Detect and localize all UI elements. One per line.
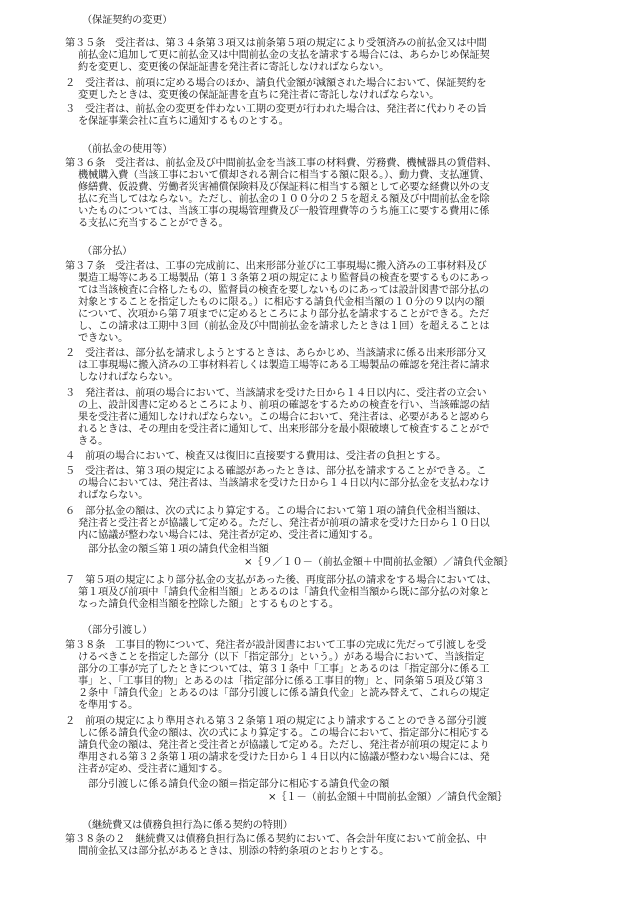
text-line: 部分引渡しに係る請負代金の額＝指定部分に相応する請負代金の額	[88, 779, 390, 790]
text-line: 果を受注者に通知しなければならない。この場合において、発注者は、必要があると認めら	[78, 412, 490, 423]
text-line: の上、設計図書に定めるところにより、前項の確認をするための検査を行い、当該確認の結	[78, 400, 490, 411]
text-line: ればならない。	[78, 490, 149, 501]
text-line: れるときは、その理由を受注者に通知して、出来形部分を最小限破壊して検査することがで	[78, 424, 490, 435]
text-line: ４ 前項の場合において、検査又は復旧に直接要する費用は、受注者の負担とする。	[65, 451, 447, 462]
text-line: （部分払）	[82, 246, 133, 257]
text-line: 準用される第３２条第１項の請求を受けた日から１４日以内に協議が整わない場合には、発	[78, 752, 490, 763]
text-line: ６ 部分払金の額は、次の式により算定する。この場合において第１項の請負代金相当額は、	[65, 506, 487, 517]
text-line: （前払金の使用等）	[82, 144, 173, 155]
text-line: ２条中「請負代金」とあるのは「部分引渡しに係る請負代金」と読み替えて、これらの規定	[78, 688, 490, 699]
text-line: しなければならない。	[78, 372, 179, 383]
text-line: しに係る請負代金の額は、次の式により算定する。この場合において、指定部分に相応する	[78, 728, 490, 739]
text-line: 第３６条 受注者は、前払金及び中間前払金を当該工事の材料費、労務費、機械器具の賃借料、	[65, 158, 497, 169]
text-line: の場合においては、発注者は、当該請求を受けた日から１４日以内に部分払金を支払わなけ	[78, 478, 490, 489]
text-line: 発注者と受注者とが協議して定める。ただし、発注者が前項の請求を受けた日から１０日以	[78, 518, 490, 529]
text-line: 請負代金の額は、発注者と受注者とが協議して定める。ただし、発注者が前項の規定により	[78, 740, 490, 751]
text-line: 内に協議が整わない場合には、発注者が定め、受注者に通知する。	[78, 530, 379, 541]
text-line: し、この請求は工期中３回（前払金及び中間前払金を請求したときは１回）を超えることは	[78, 321, 490, 332]
text-line: ては当該検査に合格したもの、監督員の検査を要しないものにあっては設計図書で部分払の	[78, 285, 490, 296]
text-line: きる。	[78, 436, 109, 447]
text-line: ２ 受注者は、前項に定める場合のほか、請負代金額が減額された場合において、保証契約を	[65, 78, 487, 89]
text-line: 前払金に追加して更に前払金又は中間前払金の支払を請求する場合には、あらかじめ保証契	[78, 50, 490, 61]
text-line: 第３８条の２ 継続費又は債務負担行為に係る契約において、各会計年度において前金払、中	[65, 834, 487, 845]
text-line: ２ 前項の規定により準用される第３２条第１項の規定により請求することのできる部分引渡	[65, 716, 487, 727]
text-line: ×｛１－（前払金額＋中間前払金額）／請負代金額｝	[268, 792, 508, 803]
text-line: について、次項から第７項までに定めるところにより部分払を請求することができる。ただ	[78, 309, 490, 320]
text-line: なった請負代金相当額を控除した額」とするものとする。	[78, 599, 339, 610]
text-line: ３ 受注者は、前払金の変更を伴わない工期の変更が行われた場合は、発注者に代わりその旨	[65, 104, 487, 115]
text-line: る支払に充当することができる。	[78, 218, 229, 229]
text-line: できない。	[78, 333, 129, 344]
text-line: （継続費又は債務負担行為に係る契約の特則）	[82, 820, 293, 831]
text-line: を保証事業会社に直ちに通知するものとする。	[78, 116, 289, 127]
text-line: 払に充当してはならない。ただし、前払金の１００分の２５を超える額及び中間前払金を除	[78, 194, 490, 205]
text-line: いたものについては、当該工事の現場管理費及び一般管理費等のうち施工に要する費用に係	[78, 206, 490, 217]
text-line: （保証契約の変更）	[82, 15, 173, 26]
text-line: 修繕費、仮設費、労働者災害補償保険料及び保証料に相当する額として必要な経費以外の支	[78, 182, 490, 193]
text-line: ２ 受注者は、部分払を請求しようとするときは、あらかじめ、当該請求に係る出来形部分又	[65, 348, 487, 359]
text-line: けるべきことを指定した部分（以下「指定部分」という。）がある場合において、当該指定	[78, 652, 485, 663]
text-line: 対象とすることを指定したものに限る。）に相応する請負代金相当額の１０分の９以内の額	[78, 297, 485, 308]
text-line: 事」と、「工事目的物」とあるのは「指定部分に係る工事目的物」と、同条第５項及び第３	[78, 676, 485, 687]
text-line: 第３７条 受注者は、工事の完成前に、出来形部分並びに工事現場に搬入済みの工事材料及び	[65, 261, 487, 272]
text-line: 製造工場等にある工場製品（第１３条第２項の規定により監督員の検査を要するものにあっ	[78, 273, 490, 284]
text-line: ３ 発注者は、前項の場合において、当該請求を受けた日から１４日以内に、受注者の立会い	[65, 388, 487, 399]
text-line: 部分の工事が完了したときについては、第３１条中「工事」とあるのは「指定部分に係る工	[78, 664, 490, 675]
text-line: 第３５条 受注者は、第３４条第３項又は前条第５項の規定により受領済みの前払金又は中間	[65, 38, 487, 49]
text-line: 第１項及び前項中「請負代金相当額」とあるのは「請負代金相当額から既に部分払の対象と	[78, 587, 490, 598]
text-line: ５ 受注者は、第３項の規定による確認があったときは、部分払を請求することができる。こ	[65, 466, 487, 477]
text-line: ７ 第５項の規定により部分払金の支払があった後、再度部分払の請求をする場合においては、	[65, 575, 497, 586]
text-line: ×｛９／１０－（前払金額＋中間前払金額）／請負代金額｝	[244, 557, 514, 568]
text-line: 注者が定め、受注者に通知する。	[78, 764, 229, 775]
text-line: （部分引渡し）	[82, 625, 153, 636]
text-line: 第３８条 工事目的物について、発注者が設計図書において工事の完成に先だって引渡しを受	[65, 640, 487, 651]
text-line: 部分払金の額≦第１項の請負代金相当額	[88, 544, 269, 555]
text-line: は工事現場に搬入済みの工事材料若しくは製造工場等にある工場製品の確認を発注者に請求	[78, 360, 490, 371]
text-line: 約を変更し、変更後の保証証書を発注者に寄託しなければならない。	[78, 62, 390, 73]
text-line: 変更したときは、変更後の保証証書を直ちに発注者に寄託しなければならない。	[78, 90, 440, 101]
text-line: 機械購入費（当該工事において償却される割合に相当する額に限る。）、動力費、支払運賃、	[78, 170, 490, 181]
text-line: を準用する。	[78, 700, 139, 711]
text-line: 間前金払又は部分払があるときは、別添の特約条項のとおりとする。	[78, 846, 390, 857]
